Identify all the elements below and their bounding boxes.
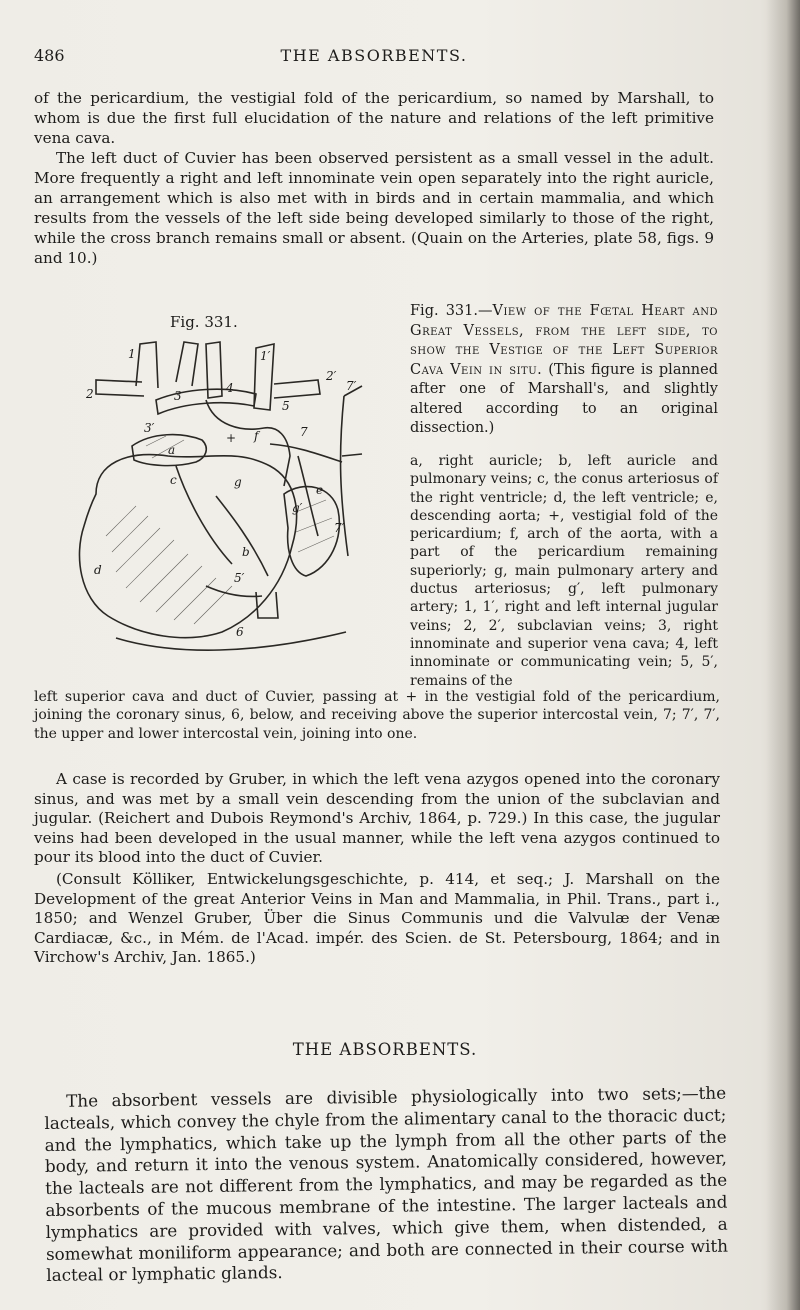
label-f: f [254,429,259,443]
label-4: 4 [226,381,234,395]
coronary-sinus [206,586,262,597]
caption-lead: Fig. 331.— [410,303,493,319]
left-auricle [284,487,339,576]
left-subclavian-vein [274,380,320,398]
coronary-groove [216,496,268,576]
label-g-prime: g′ [292,501,303,515]
label-7: 7 [300,425,308,439]
diaphragm-line [116,632,346,650]
label-d: d [94,563,102,577]
label-e: e [316,483,324,497]
paragraph-absorbents-intro: The absorbent vessels are divisible physiologically into two sets;—the lacteals, which convey the chyle from the alimentary canal to the thoracic duct; and the lymphatics, which take up the lymph from all the other parts of the body, and return it into the venous system. Anatomically considered, however, the lacteals are not different from the lymphatics, and may be regarded as the absorbents of the mucous membrane of the intestine. The larger lacteals and lymphatics are provided with valves, which give them, when distended, a somewhat moniliform appearance; and both are connected in their course with lacteal or lymphatic glands. [44,1082,729,1286]
label-5-prime: 5′ [234,571,245,585]
label-1: 1 [128,347,136,361]
label-2: 2 [86,387,94,401]
superior-intercostal-vein [270,444,342,462]
caption-note: (This figure is planned after one of Marshall's, and slightly altered according to an original dissection.) [410,361,718,436]
ventricles-outline [79,455,296,638]
label-3: 3 [174,389,182,403]
running-title: THE ABSORBENTS. [280,46,468,65]
label-7-prime-lower: 7′ [334,521,345,535]
intercostal-branch-mid [342,454,362,456]
label-a: a [168,443,176,457]
figure-letter-labels [85,347,357,639]
figure-legend-continued: left superior cava and duct of Cuvier, passing at + in the vestigial fold of the pericardium, joining the coronary sinus, 6, below, and receiving above the superior intercostal vein, 7; 7′, 7′, the upper and lower intercostal vein, joining into one. [34,689,720,742]
page-header [34,46,714,70]
page-gutter-shadow [766,0,800,1310]
label-b: b [242,545,250,559]
section-heading: THE ABSORBENTS. [292,1040,478,1059]
label-5: 5 [282,399,290,413]
aortic-arch [206,400,290,486]
label-c: c [170,473,177,487]
label-2-prime: 2′ [326,369,337,383]
figure-caption [410,302,718,439]
carotid-artery [176,342,198,386]
label-plus: + [226,431,237,445]
page-number: 486 [34,46,65,65]
figure-label: Fig. 331. [170,313,238,331]
caption-title: View of the Fœtal Heart and Great Vessels, from the left side, to show the Vestige of the Left Superior Cava Vein in situ. [410,303,718,378]
foetal-heart-illustration [56,336,366,662]
paragraph-gruber-case: A case is recorded by Gruber, in which the left vena azygos opened into the coronary sinus, and was met by a small vein descending from the union of the subclavian and jugular. (Reichert and Dubois Reymond's Archiv, 1864, p. 729.) In this case, the jugular veins had been developed in the usual manner, while the left vena azygos continued to pour its blood into the duct of Cuvier. [34,770,720,866]
label-7-prime-upper: 7′ [346,379,357,393]
label-1-prime: 1′ [260,349,271,363]
label-6: 6 [236,625,244,639]
interventricular-groove [176,466,232,564]
paragraph-cuvier-duct: The left duct of Cuvier has been observed persistent as a small vessel in the adult. More frequently a right and left innominate vein open separately into the right auricle, an arrangement which is also met with in birds and in certain mammalia, and which results from the vessels of the left side being developed similarly to those of the right, while the cross branch remains small or absent. (Quain on the Arteries, plate 58, figs. 9 and 10.) [34,149,714,267]
paragraph-continuation: of the pericardium, the vestigial fold of the pericardium, so named by Marshall, to whom is due the first full elucidation of the nature and relations of the left primitive vena cava. [34,89,714,147]
label-g: g [234,475,242,489]
descending-aorta [298,456,318,536]
paragraph-references: (Consult Kölliker, Entwickelungsgeschichte, p. 414, et seq.; J. Marshall on the Development of the great Anterior Veins in Man and Mammalia, in Phil. Trans., part i., 1850; and Wenzel Gruber, Über die Sinus Communis und die Valvulæ der Venæ Cardiacæ, &c., in Mém. de l'Acad. impér. des Scien. de St. Petersbourg, 1864; and in Virchow's Archiv, Jan. 1865.) [34,870,720,966]
figure-legend: a, right auricle; b, left auricle and pulmonary veins; c, the conus arteriosus of the right ventricle; d, the left ventricle; e, descending aorta; +, vestigial fold of the pericardium; f, arch of the aorta, with a part of the pericardium remaining superiorly; g, main pulmonary artery and ductus arteriosus; g′, left pulmonary artery; 1, 1′, right and left internal jugular veins; 2, 2′, subclavian veins; 3, right innominate and superior vena cava; 4, left innominate or communicating vein; 5, 5′, remains of the [410,453,718,689]
right-subclavian-vein [96,380,144,396]
label-3-prime: 3′ [144,421,155,435]
